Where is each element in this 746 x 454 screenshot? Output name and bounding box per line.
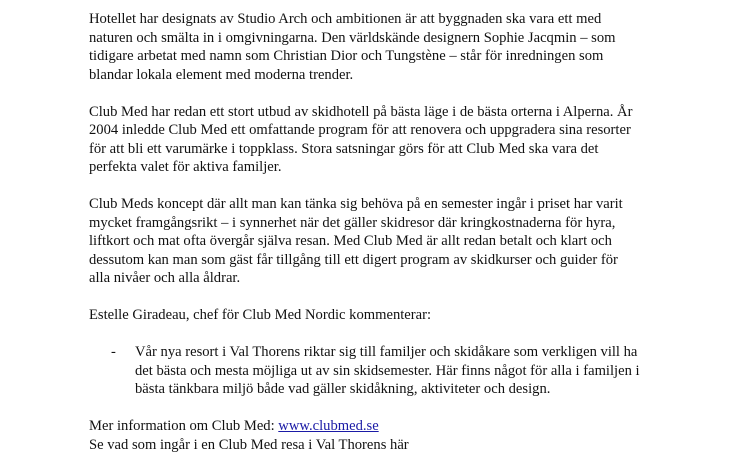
text-line: Hotellet har designats av Studio Arch och ambitionen är att byggnaden ska vara ett med	[89, 10, 729, 29]
text-line: liftkort och mat ofta övergår själva resan. Med Club Med är allt redan betalt och klart och	[89, 232, 729, 251]
text-line: Club Med har redan ett stort utbud av skidhotell på bästa läge i de bästa orterna i Alperna. År	[89, 103, 729, 122]
text-line: blandar lokala element med moderna trender.	[89, 66, 729, 85]
quote-bullet-item	[89, 343, 729, 399]
paragraph-concept	[89, 195, 729, 288]
more-info-label: Mer information om Club Med:	[89, 418, 278, 434]
text-line: Vår nya resort i Val Thorens riktar sig till familjer och skidåkare som verkligen vill ha	[135, 343, 675, 362]
paragraph-gap	[89, 325, 729, 344]
text-line-cut: Se vad som ingår i en Club Med resa i Val Thorens här	[89, 436, 729, 454]
document-page	[89, 10, 729, 454]
text-line: bästa tänkbara miljö både vad gäller skidåkning, aktiviteter och design.	[135, 380, 675, 399]
paragraph-more-info	[89, 417, 729, 454]
bullet-dash: -	[111, 343, 116, 362]
paragraph-gap	[89, 177, 729, 196]
text-line: för att bli ett varumärke i toppklass. Stora satsningar görs för att Club Med ska vara det	[89, 140, 729, 159]
text-line: dessutom kan man som gäst får tillgång till ett digert program av skidkurser och guider för	[89, 251, 729, 270]
paragraph-gap	[89, 84, 729, 103]
more-info-line	[89, 417, 729, 436]
text-line: Estelle Giradeau, chef för Club Med Nordic kommenterar:	[89, 306, 729, 325]
paragraph-ski-hotels	[89, 103, 729, 177]
paragraph-gap	[89, 399, 729, 418]
paragraph-hotel-design	[89, 10, 729, 84]
text-line: naturen och smälta in i omgivningarna. Den världskände designern Sophie Jacqmin – som	[89, 29, 729, 48]
text-line: mycket framgångsrikt – i synnerhet när det gäller skidresor där kringkostnaderna för hyra,	[89, 214, 729, 233]
text-line: perfekta valet för aktiva familjer.	[89, 158, 729, 177]
text-line: det bästa och mesta möjliga ut av sin skidsemester. Här finns något för alla i familjen i	[135, 362, 675, 381]
text-line: tidigare arbetat med namn som Christian Dior och Tungstène – står för inredningen som	[89, 47, 729, 66]
text-line: 2004 inledde Club Med ett omfattande program för att renovera och uppgradera sina resorter	[89, 121, 729, 140]
paragraph-quote-intro	[89, 306, 729, 325]
paragraph-gap	[89, 288, 729, 307]
text-line: Club Meds koncept där allt man kan tänka sig behöva på en semester ingår i priset har varit	[89, 195, 729, 214]
clubmed-link[interactable]: www.clubmed.se	[278, 418, 378, 434]
quote-text	[135, 343, 675, 399]
text-line: alla nivåer och alla åldrar.	[89, 269, 729, 288]
